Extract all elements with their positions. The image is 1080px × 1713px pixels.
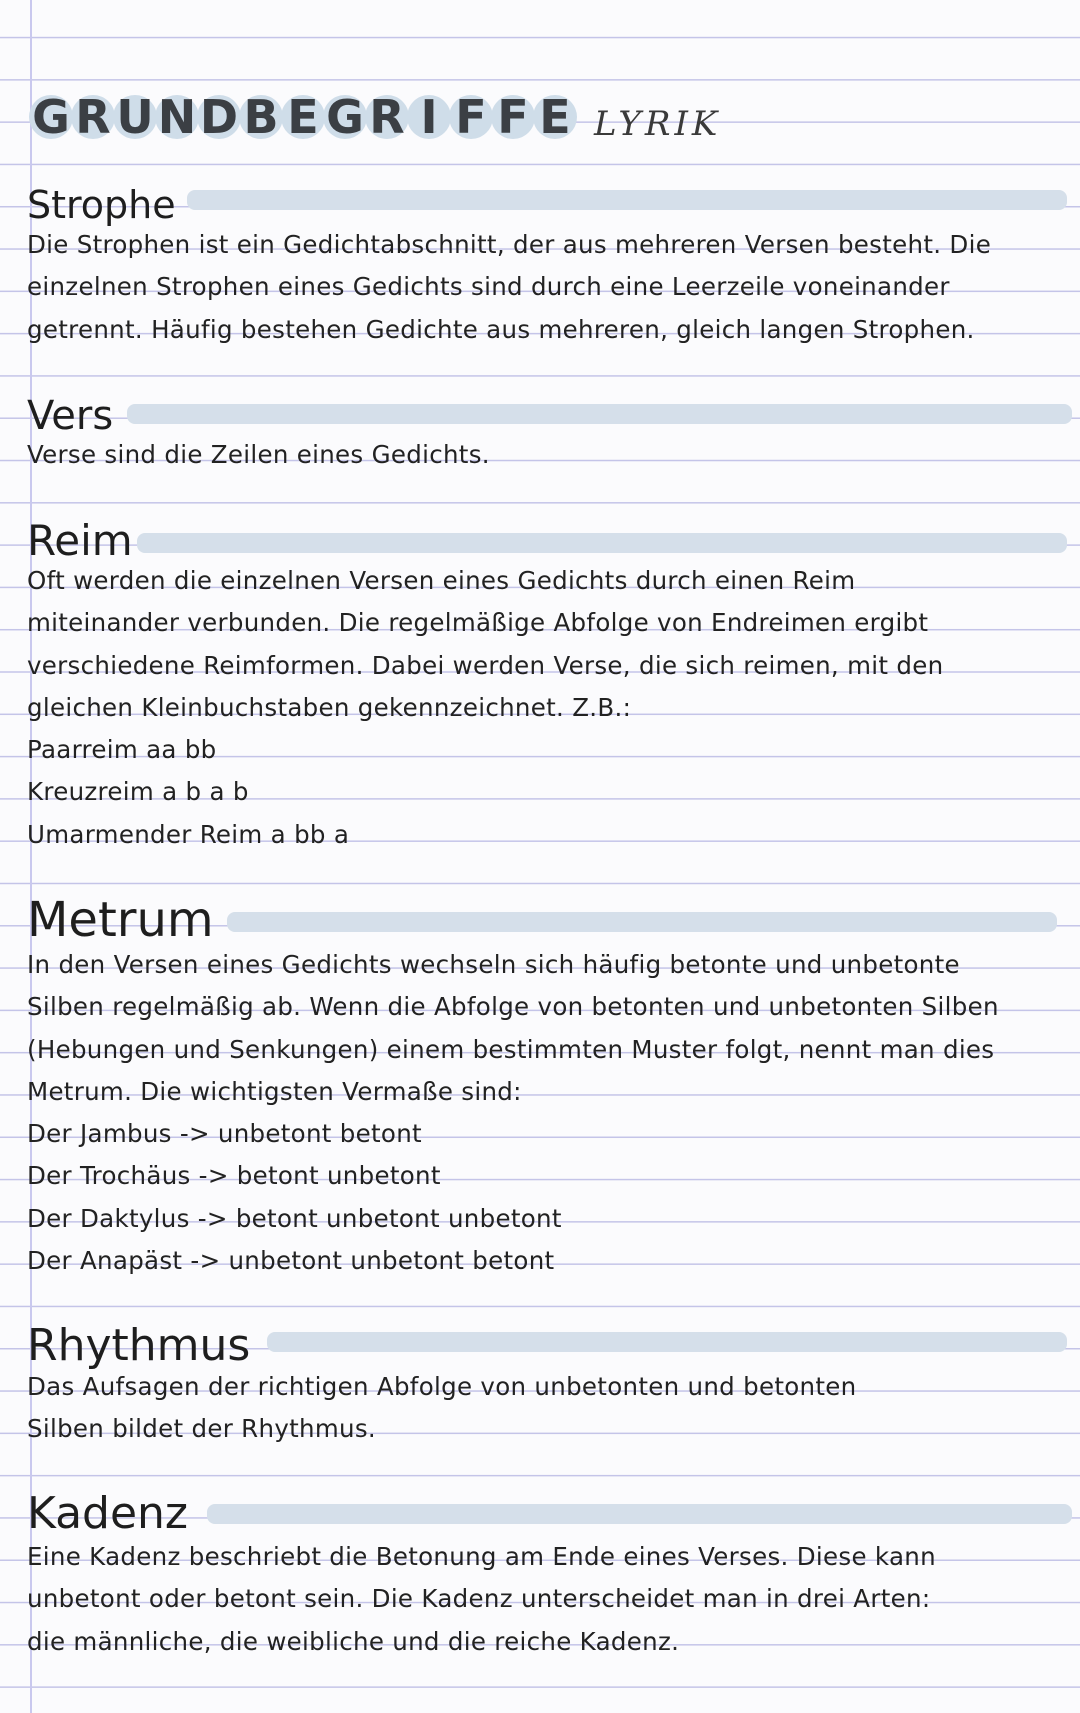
section-heading: Vers [27, 393, 114, 439]
section-heading: Metrum [27, 892, 214, 948]
text-line: Metrum. Die wichtigsten Vermaße sind: [27, 1076, 522, 1106]
heading-highlight [267, 1332, 1067, 1352]
heading-highlight [207, 1504, 1072, 1524]
text-line: Umarmender Reim a bb a [27, 819, 350, 849]
title-letter: B [240, 90, 282, 144]
text-line: Kreuzreim a b a b [27, 777, 249, 807]
title-letter: R [72, 90, 114, 144]
text-line: In den Versen eines Gedichts wechseln sich häufig betonte und unbetonte [27, 950, 960, 979]
heading-highlight [227, 912, 1057, 932]
section-heading: Kadenz [27, 1488, 189, 1539]
title-letter: R [366, 90, 408, 144]
title-letter: F [492, 90, 534, 144]
text-line: Der Jambus -> unbetont betont [27, 1119, 422, 1149]
text-line: Silben regelmäßig ab. Wenn die Abfolge von betonten und unbetonten Silben [27, 992, 999, 1022]
page-title [30, 82, 1030, 152]
heading-highlight [137, 533, 1067, 553]
title-letter: G [30, 90, 72, 144]
title-letter: D [199, 90, 239, 144]
section-heading: Rhythmus [27, 1320, 251, 1371]
text-line: Der Trochäus -> betont unbetont [27, 1161, 441, 1191]
text-line: getrennt. Häufig bestehen Gedichte aus mehreren, gleich langen Strophen. [27, 314, 975, 344]
page-subtitle: LYRIK [594, 104, 722, 144]
title-letter: E [534, 90, 576, 144]
section-metrum [27, 892, 1057, 1282]
text-line: Die Strophen ist ein Gedichtabschnitt, der aus mehreren Versen besteht. Die [27, 230, 992, 259]
text-line: die männliche, die weibliche und die reiche Kadenz. [27, 1626, 680, 1656]
text-line: Paarreim aa bb [27, 735, 217, 765]
section-reim [27, 518, 1057, 856]
text-line: verschiedene Reimformen. Dabei werden Verse, die sich reimen, mit den [27, 650, 944, 680]
text-line: Der Daktylus -> betont unbetont unbetont [27, 1203, 562, 1233]
text-line: gleichen Kleinbuchstaben gekennzeichnet. Z.B.: [27, 692, 632, 722]
title-letter: E [282, 90, 324, 144]
section-heading: Strophe [27, 183, 176, 227]
section-heading: Reim [27, 516, 133, 565]
text-line: Der Anapäst -> unbetont unbetont betont [27, 1246, 555, 1276]
heading-highlight [187, 190, 1067, 210]
section-kadenz [27, 1490, 1057, 1663]
title-letter: G [324, 90, 366, 144]
title-letter: F [450, 90, 492, 144]
section-vers [27, 392, 1057, 476]
title-letter: N [157, 90, 197, 144]
text-line: Verse sind die Zeilen eines Gedichts. [27, 440, 490, 469]
title-letter: I [408, 90, 450, 144]
text-line: einzelnen Strophen eines Gedichts sind durch eine Leerzeile voneinander [27, 272, 950, 302]
text-line: Eine Kadenz beschriebt die Betonung am Ende eines Verses. Diese kann [27, 1542, 936, 1571]
title-letter: U [114, 90, 156, 144]
section-strophe [27, 180, 1057, 351]
text-line: Das Aufsagen der richtigen Abfolge von unbetonten und betonten [27, 1372, 857, 1401]
text-line: unbetont oder betont sein. Die Kadenz unterscheidet man in drei Arten: [27, 1584, 931, 1614]
text-line: Oft werden die einzelnen Versen eines Gedichts durch einen Reim [27, 566, 856, 595]
text-line: (Hebungen und Senkungen) einem bestimmten Muster folgt, nennt man dies [27, 1034, 995, 1064]
text-line: miteinander verbunden. Die regelmäßige Abfolge von Endreimen ergibt [27, 608, 929, 638]
section-rhythmus [27, 1322, 1057, 1451]
text-line: Silben bildet der Rhythmus. [27, 1414, 377, 1444]
heading-highlight [127, 404, 1072, 424]
